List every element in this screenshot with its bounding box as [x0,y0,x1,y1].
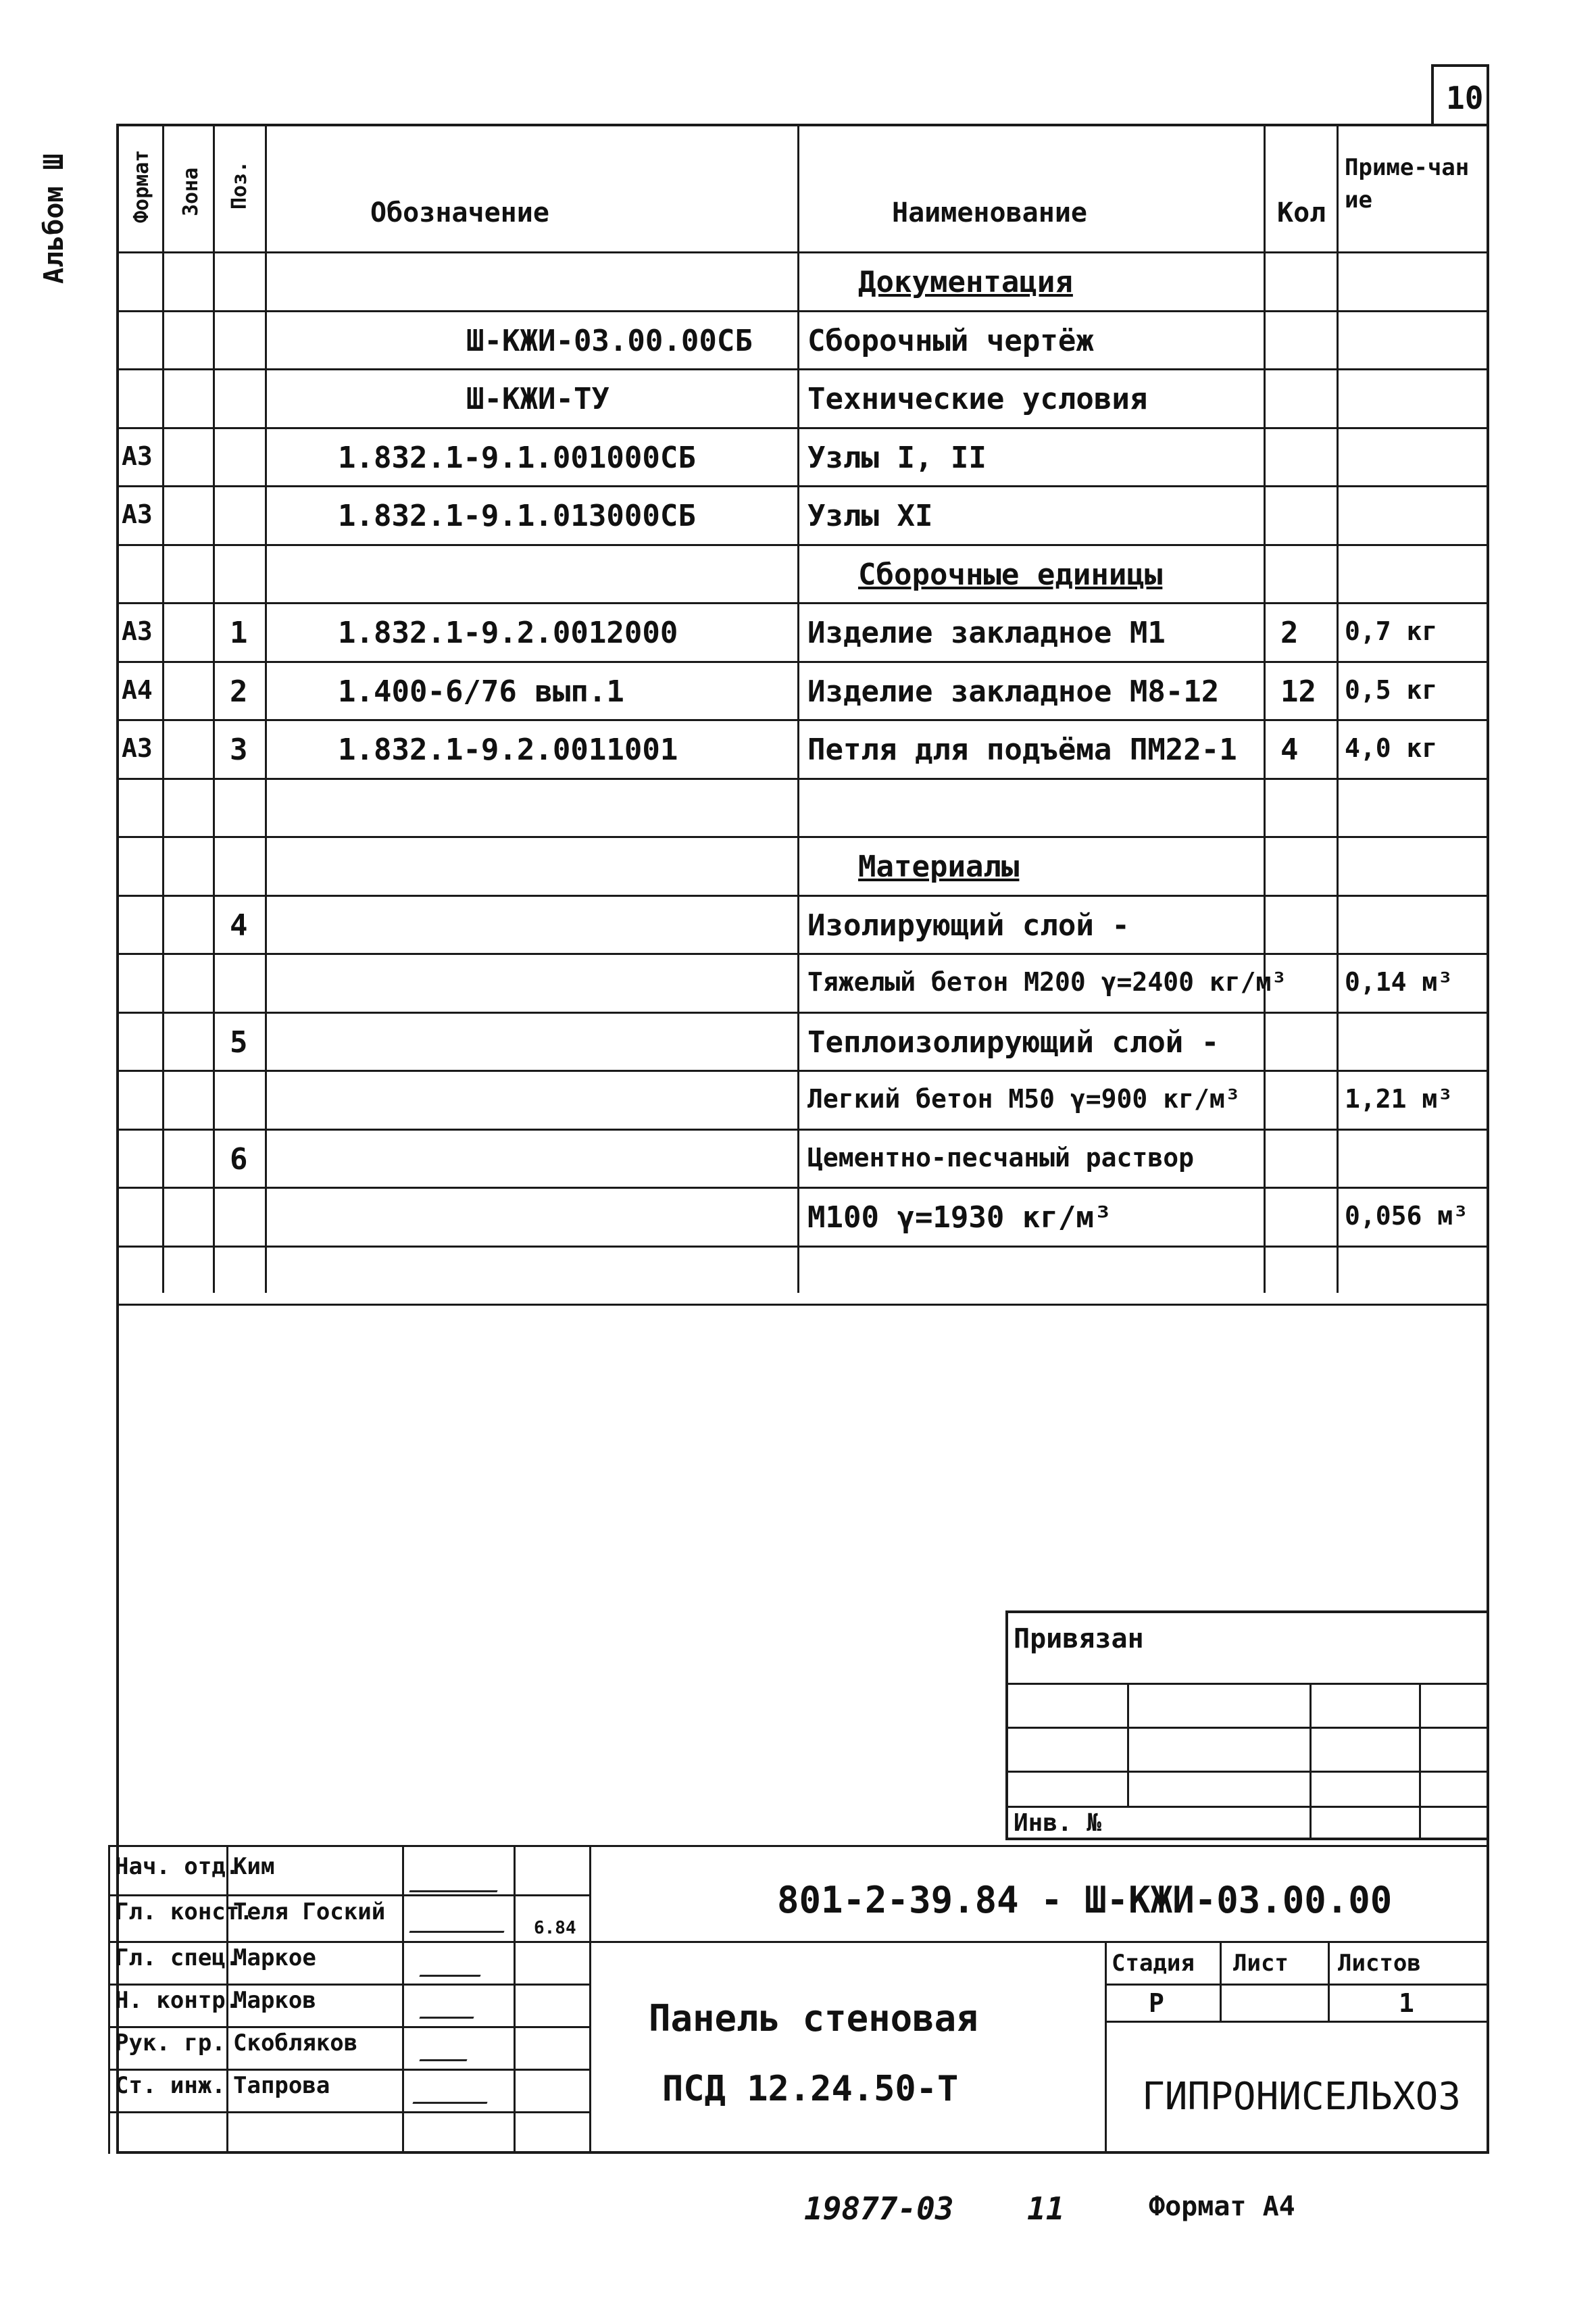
binding-inv: Инв. № [1014,1809,1102,1837]
signer-role: Гл. спец. [115,1944,240,1971]
row-note: 0,14 м³ [1345,967,1453,997]
row-line [116,1304,1489,1306]
row-line [116,719,1489,721]
row-designation: 1.832.1-9.2.0011001 [338,733,678,767]
signer-role: Рук. гр. [115,2029,226,2057]
row-line [116,1070,1489,1072]
col-line-format [162,124,164,1293]
row-name: Цементно-песчаный раствор [807,1142,1194,1173]
signature-4 [419,2002,479,2019]
row-line [116,1012,1489,1014]
signer-role: Нач. отд. [115,1853,240,1880]
row-name: Изделие закладное М1 [807,616,1166,650]
col-line-qty [1337,124,1339,1293]
signer-name: Марков [233,1987,316,2014]
row-name: Изделие закладное М8-12 [807,674,1220,709]
row-line [116,544,1489,546]
stage-label: Стадия [1112,1950,1195,1977]
row-name: Материалы [858,850,1020,884]
stage-values-line [1105,2021,1489,2023]
row-line [116,895,1489,897]
binding-line-4 [1005,1806,1489,1808]
col-line-name [1264,124,1266,1293]
row-name: Узлы XI [807,499,933,533]
row-format: А3 [122,733,153,763]
row-designation: Ш-КЖИ-03.00.00СБ [466,323,753,358]
signature-2 [409,1916,509,1933]
signer-name: Тапрова [233,2072,330,2099]
row-pos: 4 [230,908,248,943]
row-pos: 5 [230,1025,248,1060]
row-line [116,1129,1489,1131]
title-block-sign-col [514,1845,516,2154]
title-block-stage-col [1105,1941,1107,2154]
signer-line-4 [108,2026,589,2028]
signer-role: Ст. инж. [115,2072,226,2099]
signature-1 [409,1875,503,1892]
signer-name: Скобляков [233,2029,358,2057]
header-separator [116,251,1489,253]
row-name: Изолирующий слой - [807,908,1130,943]
header-zone: Зона [179,167,203,216]
header-qty: Кол [1277,197,1326,228]
title-block-top [108,1845,1489,1847]
row-format: А3 [122,441,153,471]
header-pos: Поз. [228,160,251,210]
row-line [116,1187,1489,1189]
binding-title: Привязан [1014,1623,1144,1654]
row-line [116,427,1489,429]
col-line-designation [797,124,799,1293]
row-line [116,661,1489,663]
signature-6 [412,2087,493,2104]
stage-col-1 [1220,1941,1222,2021]
row-note: 0,056 м³ [1345,1201,1469,1231]
signer-name: Ким [233,1853,275,1880]
row-name: М100 γ=1930 кг/м³ [807,1200,1112,1235]
signer-line-3 [108,1984,589,1986]
signer-role: Н. контр. [115,1987,240,2014]
signer-role: Гл. конст. [115,1898,253,1925]
sheet-label: Лист [1233,1950,1289,1977]
header-format: Формат [130,149,153,223]
row-name: Сборочные единицы [858,557,1163,592]
footer-format: Формат А4 [1149,2191,1295,2222]
signer-line-6 [108,2111,589,2113]
row-format: А3 [122,499,153,529]
row-pos: 2 [230,674,248,709]
row-pos: 1 [230,616,248,650]
document-code: 801-2-39.84 - Ш-КЖИ-03.00.00 [777,1879,1393,1921]
row-name: Теплоизолирующий слой - [807,1025,1220,1060]
title-block-name-col [402,1845,404,2154]
header-name: Наименование [892,197,1087,228]
binding-col-3 [1419,1683,1421,1840]
row-qty: 4 [1280,733,1299,767]
stage-col-2 [1328,1941,1330,2021]
col-line-pos [265,124,267,1293]
binding-col-1 [1127,1683,1129,1806]
album-label: Альбом Ш [39,153,70,284]
title-block-left-edge [108,1845,110,2154]
binding-line-1 [1005,1683,1489,1685]
header-designation: Обозначение [370,197,549,228]
row-qty: 12 [1280,674,1316,709]
row-line [116,368,1489,370]
row-note: 1,21 м³ [1345,1084,1453,1114]
row-designation: 1.832.1-9.1.001000СБ [338,440,696,475]
signer-line-1 [108,1894,589,1896]
footer-number: 19877-03 [804,2190,954,2227]
row-line [116,602,1489,604]
signer-date-2: 6.84 [534,1918,576,1938]
col-line-zone [213,124,215,1293]
row-note: 0,7 кг [1345,616,1438,646]
row-designation: Ш-КЖИ-ТУ [466,382,609,416]
row-format: А4 [122,674,153,705]
row-line [116,310,1489,312]
binding-line-2 [1005,1727,1489,1729]
row-name: Легкий бетон М50 γ=900 кг/м³ [807,1084,1241,1114]
sheet-number: 10 [1446,80,1484,116]
row-designation: 1.832.1-9.2.0012000 [338,616,678,650]
title-block-code-line [589,1941,1489,1943]
signer-line-5 [108,2069,589,2071]
signature-5 [419,2044,472,2061]
row-pos: 6 [230,1141,248,1177]
product-mark: ПСД 12.24.50-Т [662,2069,959,2109]
row-name: Тяжелый бетон М200 γ=2400 кг/м³ [807,967,1287,997]
row-name: Технические условия [807,382,1148,416]
row-line [116,953,1489,955]
row-qty: 2 [1280,616,1299,650]
sheets-label: Листов [1338,1950,1421,1977]
row-name: Петля для подъёма ПМ22-1 [807,733,1237,767]
binding-col-2 [1310,1683,1312,1840]
binding-line-3 [1005,1771,1489,1773]
row-line [116,778,1489,780]
row-line [116,485,1489,487]
sheets-value: 1 [1399,1988,1414,2018]
row-note: 4,0 кг [1345,733,1438,763]
row-format: А3 [122,616,153,646]
row-line [116,836,1489,838]
row-pos: 3 [230,733,248,767]
footer-page: 11 [1027,2190,1065,2227]
row-note: 0,5 кг [1345,674,1438,705]
row-designation: 1.832.1-9.1.013000СБ [338,499,696,533]
signer-line-2 [108,1941,589,1943]
row-name: Сборочный чертёж [807,323,1094,358]
header-note: Приме-чание [1345,154,1470,214]
signature-3 [419,1960,486,1977]
stage-value: Р [1149,1988,1164,2018]
row-name: Узлы I, II [807,440,987,475]
row-line [116,1246,1489,1248]
signer-name: Теля Гоский [233,1898,386,1925]
organization: ГИПРОНИСЕЛЬХОЗ [1142,2075,1462,2119]
stage-header-line [1105,1984,1489,1986]
row-designation: 1.400-6/76 вып.1 [338,674,624,709]
signer-name: Маркое [233,1944,316,1971]
title-block-date-col [589,1845,591,2154]
product-name: Панель стеновая [649,1997,978,2040]
row-name: Документация [858,265,1073,299]
